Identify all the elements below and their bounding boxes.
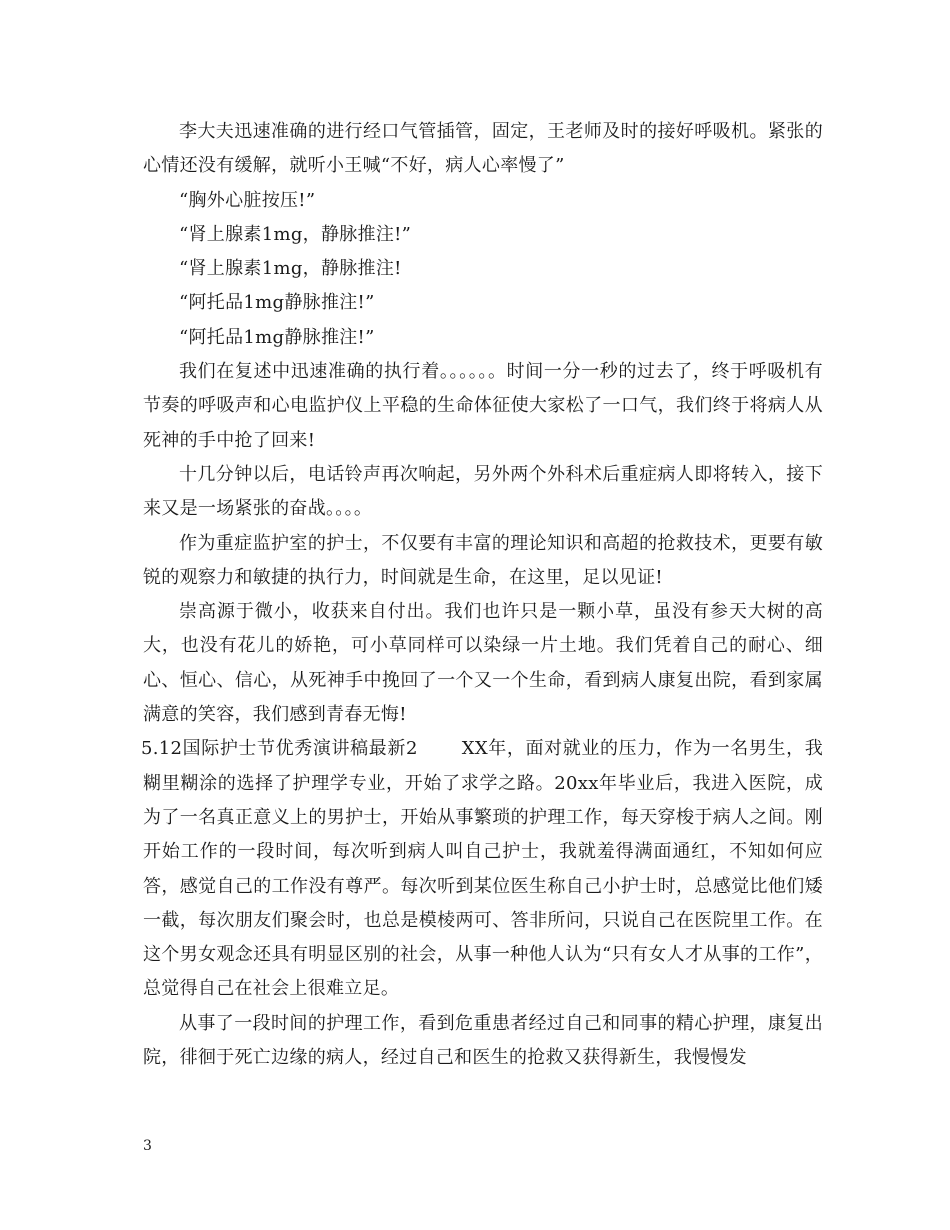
quote-atropine-1: “阿托品1mg静脉推注!” — [179, 292, 375, 314]
section-heading: 5.12国际护士节优秀演讲稿最新2 — [141, 738, 418, 760]
section-first-text: XX年，面对就业的压力，作为一名男生，我糊里糊涂的选择了护理学专业，开始了求学之路。20xx年毕业后，我进入医院，成为了一名真正意义上的男护士，开始从事繁琐的护理工作，每天穿梭于病人之间。刚开始工作的一段时间，每次听到病人叫自己护士，我就羞得满面通红，不知如何应答，感觉自己的工作没有尊严。每次听到某位医生称自己小护士时，总感觉比他们矮一截，每次朋友们聚会时，也总是模棱两可、答非所问，只说自己在医院里工作。在这个男女观念还具有明显区别的社会，从事一种他人认为“只有女人才从事的工作”，总觉得自己在社会上很难立足。 — [143, 738, 823, 1000]
quote-chest-compression: “胸外心脏按压!” — [179, 189, 316, 211]
paragraph-intubation: 李大夫迅速准确的进行经口气管插管，固定，王老师及时的接好呼吸机。紧张的心情还没有缓解，就听小王喊“不好，病人心率慢了” — [143, 121, 823, 177]
quote-atropine-2: “阿托品1mg静脉推注!” — [179, 326, 375, 348]
paragraph-small-grass: 崇高源于微小，收获来自付出。我们也许只是一颗小草，虽没有参天大树的高大，也没有花儿的娇艳，可小草同样可以染绿一片土地。我们凭着自己的耐心、细心、恒心、信心，从死神手中挽回了一个又一个生命，看到病人康复出院，看到家属满意的笑容，我们感到青春无悔! — [143, 601, 823, 726]
quote-epinephrine-2: “肾上腺素1mg，静脉推注! — [179, 258, 402, 280]
paragraph-icu-nurse: 作为重症监护室的护士，不仅要有丰富的理论知识和高超的抢救技术，更要有敏锐的观察力和敏捷的执行力，时间就是生命，在这里，足以见证! — [143, 532, 823, 588]
page-number: 3 — [143, 1138, 152, 1154]
section-paragraph — [143, 732, 823, 1006]
document-body — [143, 115, 823, 1075]
paragraph-rescue-success: 我们在复述中迅速准确的执行着。。。。。。时间一分一秒的过去了，终于呼吸机有节奏的呼吸声和心电监护仪上平稳的生命体征使大家松了一口气，我们终于将病人从死神的手中抢了回来! — [143, 361, 823, 451]
quote-epinephrine-1: “肾上腺素1mg，静脉推注!” — [179, 223, 412, 245]
paragraph-nursing-work: 从事了一段时间的护理工作，看到危重患者经过自己和同事的精心护理，康复出院，徘徊于死亡边缘的病人，经过自己和医生的抢救又获得新生，我慢慢发 — [143, 1012, 823, 1069]
paragraph-next-patients: 十几分钟以后，电话铃声再次响起，另外两个外科术后重症病人即将转入，接下来又是一场紧张的奋战。。。。 — [143, 463, 823, 520]
